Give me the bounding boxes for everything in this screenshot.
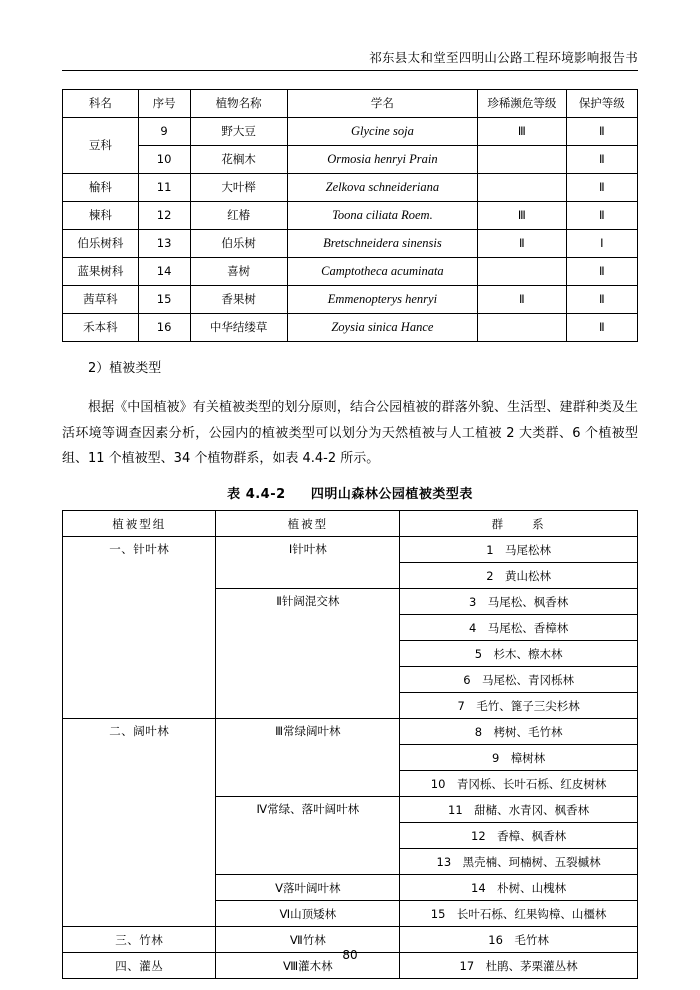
table-row — [63, 230, 638, 258]
cell-series: 16 毛竹林 — [400, 927, 638, 953]
cell-protect-level: Ⅱ — [566, 258, 637, 286]
cell-series: 3 马尾松、枫香林 — [400, 589, 638, 615]
cell-veg-type: Ⅴ落叶阔叶林 — [216, 875, 400, 901]
cell-rare-level — [478, 314, 567, 342]
cell-veg-type: Ⅵ山顶矮林 — [216, 901, 400, 927]
column-header-latin-name: 学名 — [287, 90, 477, 118]
cell-no: 13 — [138, 230, 190, 258]
cell-plant-name: 香果树 — [190, 286, 287, 314]
cell-series: 9 樟树林 — [400, 745, 638, 771]
section-heading: 2）植被类型 — [88, 361, 162, 376]
cell-rare-level — [478, 146, 567, 174]
cell-veg-type: Ⅳ常绿、落叶阔叶林 — [216, 797, 400, 875]
cell-series: 13 黑壳楠、珂楠树、五裂槭林 — [400, 849, 638, 875]
table-row — [63, 286, 638, 314]
cell-latin-name: Toona ciliata Roem. — [287, 202, 477, 230]
page-header — [62, 0, 638, 70]
cell-series: 2 黄山松林 — [400, 563, 638, 589]
cell-rare-level: Ⅱ — [478, 230, 567, 258]
cell-plant-name: 伯乐树 — [190, 230, 287, 258]
cell-rare-level: Ⅲ — [478, 118, 567, 146]
table-header-row — [63, 90, 638, 118]
cell-protect-level: Ⅱ — [566, 202, 637, 230]
species-table — [62, 89, 638, 342]
column-header-plant-name: 植物名称 — [190, 90, 287, 118]
cell-plant-name: 花榈木 — [190, 146, 287, 174]
table-caption-number: 表 4.4-2 — [227, 487, 286, 503]
cell-no: 16 — [138, 314, 190, 342]
cell-no: 10 — [138, 146, 190, 174]
column-header-protect-level: 保护等级 — [566, 90, 637, 118]
cell-veg-type: Ⅱ针阔混交林 — [216, 589, 400, 719]
cell-no: 9 — [138, 118, 190, 146]
cell-veg-type: Ⅶ竹林 — [216, 927, 400, 953]
cell-veg-type: Ⅷ灌木林 — [216, 953, 400, 979]
cell-series: 5 杉木、檫木林 — [400, 641, 638, 667]
cell-rare-level: Ⅱ — [478, 286, 567, 314]
cell-family: 豆科 — [63, 118, 139, 174]
table-row — [63, 537, 638, 563]
cell-series: 11 甜槠、水青冈、枫香林 — [400, 797, 638, 823]
column-header-rare-level: 珍稀濒危等级 — [478, 90, 567, 118]
running-title: 祁东县太和堂至四明山公路工程环境影响报告书 — [369, 50, 638, 65]
cell-rare-level — [478, 174, 567, 202]
cell-veg-type: Ⅰ针叶林 — [216, 537, 400, 589]
column-header-family: 科名 — [63, 90, 139, 118]
table-row — [63, 202, 638, 230]
cell-protect-level: Ⅱ — [566, 286, 637, 314]
cell-veg-group: 三、竹林 — [63, 927, 216, 953]
cell-veg-group: 四、灌丛 — [63, 953, 216, 979]
cell-latin-name: Emmenopterys henryi — [287, 286, 477, 314]
cell-series: 6 马尾松、青冈栎林 — [400, 667, 638, 693]
cell-no: 14 — [138, 258, 190, 286]
table-header-row — [63, 511, 638, 537]
cell-series: 12 香樟、枫香林 — [400, 823, 638, 849]
cell-plant-name: 中华结缕草 — [190, 314, 287, 342]
cell-protect-level: Ⅱ — [566, 146, 637, 174]
cell-family: 榆科 — [63, 174, 139, 202]
cell-protect-level: Ⅱ — [566, 174, 637, 202]
cell-no: 11 — [138, 174, 190, 202]
cell-series: 1 马尾松林 — [400, 537, 638, 563]
cell-family: 楝科 — [63, 202, 139, 230]
vegetation-table — [62, 510, 638, 979]
cell-series: 17 杜鹃、茅栗灌丛林 — [400, 953, 638, 979]
table-row — [63, 146, 638, 174]
cell-rare-level — [478, 258, 567, 286]
section-body: 根据《中国植被》有关植被类型的划分原则，结合公园植被的群落外貌、生活型、建群种类及生活环境等调查因素分析，公园内的植被类型可以划分为天然植被与人工植被 2 大类群、6 个植被型组、11 个植被型、34 个植物群系，如表 4.4-2 所示。 — [62, 400, 638, 467]
table-row — [63, 174, 638, 202]
cell-protect-level: Ⅰ — [566, 230, 637, 258]
cell-family: 伯乐树科 — [63, 230, 139, 258]
cell-latin-name: Bretschneidera sinensis — [287, 230, 477, 258]
header-divider — [62, 70, 638, 71]
column-header-series: 群 系 — [400, 511, 638, 537]
column-header-veg-group: 植被型组 — [63, 511, 216, 537]
cell-protect-level: Ⅱ — [566, 314, 637, 342]
cell-family: 蓝果树科 — [63, 258, 139, 286]
table-row — [63, 314, 638, 342]
table-caption-text: 四明山森林公园植被类型表 — [310, 487, 473, 503]
column-header-no: 序号 — [138, 90, 190, 118]
cell-family: 茜草科 — [63, 286, 139, 314]
cell-plant-name: 野大豆 — [190, 118, 287, 146]
table-row — [63, 258, 638, 286]
cell-latin-name: Zoysia sinica Hance — [287, 314, 477, 342]
cell-series: 14 朴树、山槐林 — [400, 875, 638, 901]
cell-latin-name: Camptotheca acuminata — [287, 258, 477, 286]
cell-no: 15 — [138, 286, 190, 314]
cell-plant-name: 大叶榉 — [190, 174, 287, 202]
table-row — [63, 719, 638, 745]
table-row — [63, 118, 638, 146]
table-caption — [62, 483, 638, 502]
column-header-veg-type: 植被型 — [216, 511, 400, 537]
cell-series: 4 马尾松、香樟林 — [400, 615, 638, 641]
cell-latin-name: Glycine soja — [287, 118, 477, 146]
cell-plant-name: 喜树 — [190, 258, 287, 286]
cell-family: 禾本科 — [63, 314, 139, 342]
cell-rare-level: Ⅲ — [478, 202, 567, 230]
cell-veg-group: 一、针叶林 — [63, 537, 216, 719]
cell-veg-type: Ⅲ常绿阔叶林 — [216, 719, 400, 797]
cell-protect-level: Ⅱ — [566, 118, 637, 146]
cell-latin-name: Zelkova schneideriana — [287, 174, 477, 202]
cell-series: 10 青冈栎、长叶石栎、红皮树林 — [400, 771, 638, 797]
cell-veg-group: 二、阔叶林 — [63, 719, 216, 927]
cell-plant-name: 红椿 — [190, 202, 287, 230]
page-number: 80 — [342, 948, 358, 962]
cell-series: 8 栲树、毛竹林 — [400, 719, 638, 745]
cell-series: 7 毛竹、篦子三尖杉林 — [400, 693, 638, 719]
cell-series: 15 长叶石栎、红果钩樟、山橿林 — [400, 901, 638, 927]
cell-latin-name: Ormosia henryi Prain — [287, 146, 477, 174]
cell-no: 12 — [138, 202, 190, 230]
